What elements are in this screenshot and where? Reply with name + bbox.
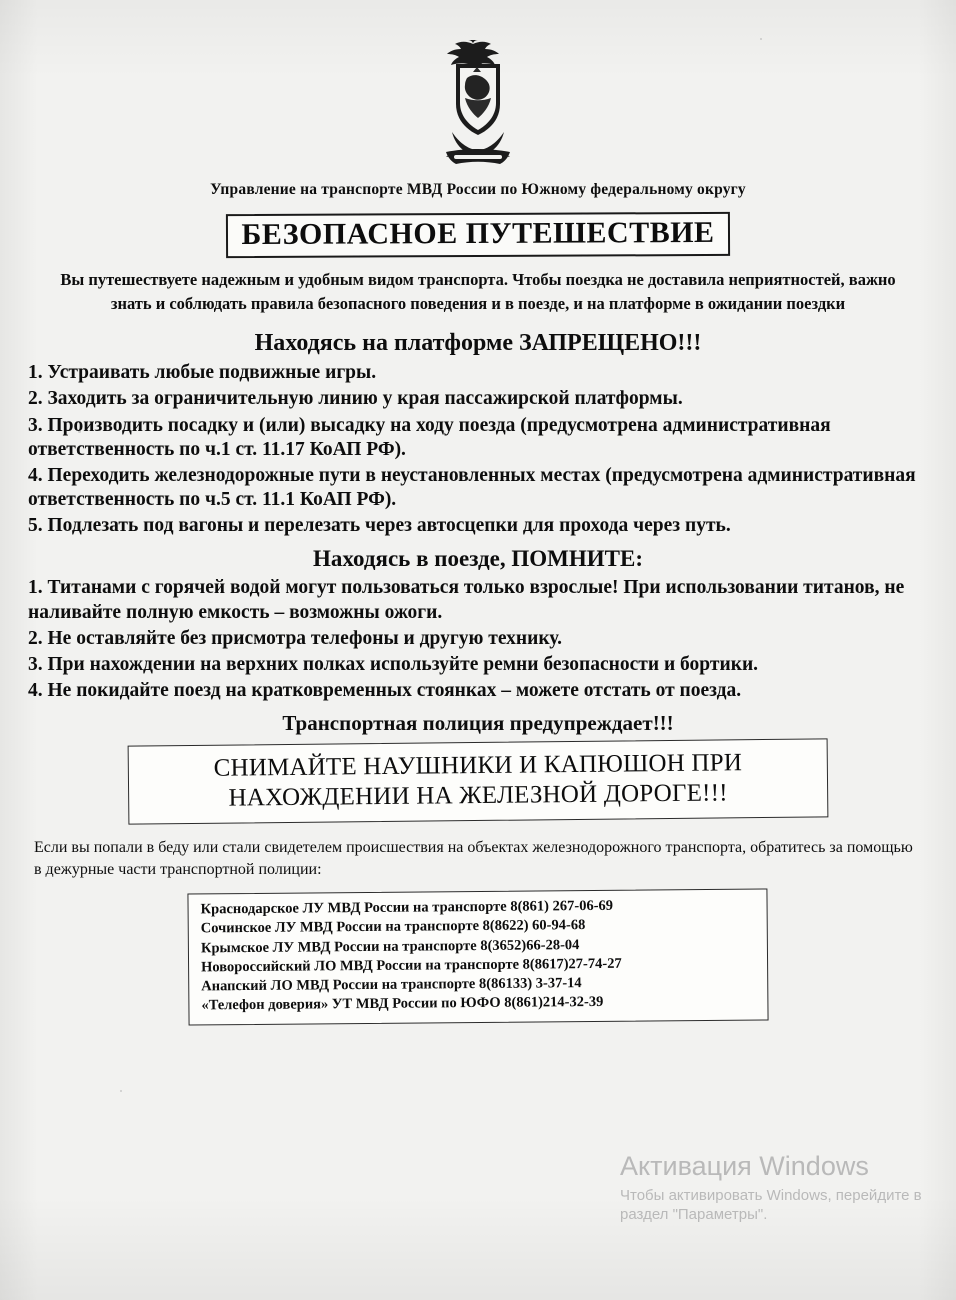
list-item: 5. Подлезать под вагоны и перелезать через автосцепки для прохода через путь. — [28, 515, 731, 537]
list-item: Новороссийский ЛО МВД России на транспорте 8(8617)27-74-27 — [201, 955, 622, 975]
organization-name: Управление на транспорте МВД России по Южному федеральному округу — [210, 181, 746, 198]
list-item: 1. Устраивать любые подвижные игры. — [28, 362, 377, 384]
platform-rules-list — [28, 361, 928, 538]
police-warning: Транспортная полиция предупреждает!!! — [282, 711, 674, 736]
list-item: 2. Не оставляйте без присмотра телефоны и другую технику. — [28, 627, 562, 649]
list-item: 4. Не покидайте поезд на кратковременных стоянках – можете отстать от поезда. — [28, 680, 742, 702]
shout-line-1: СНИМАЙТЕ НАУШНИКИ И КАПЮШОН ПРИ — [213, 749, 743, 783]
list-item: Сочинское ЛУ МВД России на транспорте 8(8622) 60-94-68 — [200, 916, 586, 937]
watermark-title: Активация Windows — [620, 1151, 869, 1181]
shout-line-2: НАХОЖДЕНИИ НА ЖЕЛЕЗНОЙ ДОРОГЕ!!! — [228, 779, 728, 812]
footnote-text: Если вы попали в беду или стали свидетелем происшествия на объектах железнодорожного транспорта, обратитесь за помощью в дежурные части транспортной полиции: — [34, 839, 913, 878]
shout-box — [128, 739, 829, 825]
list-item: Крымское ЛУ МВД России на транспорте 8(3652)66-28-04 — [200, 936, 580, 956]
list-item: 2. Заходить за ограничительную линию у края пассажирской платформы. — [28, 388, 683, 410]
list-item: Анапский ЛО МВД России на транспорте 8(86133) 3-37-14 — [201, 974, 582, 995]
train-section-heading: Находясь в поезде, ПОМНИТЕ: — [313, 546, 643, 572]
page-title: БЕЗОПАСНОЕ ПУТЕШЕСТВИЕ — [241, 215, 715, 251]
train-rules-list — [28, 576, 928, 703]
watermark-subtitle: Чтобы активировать Windows, перейдите в — [620, 1186, 922, 1204]
scan-speck — [760, 38, 762, 40]
watermark-subtitle-2: раздел "Параметры". — [620, 1206, 768, 1224]
scan-speck — [120, 1090, 122, 1092]
lead-paragraph: Вы путешествуете надежным и удобным видом транспорта. Чтобы поездка не доставила неприятностей, важно знать и соблюдать правила безопасного поведения и в поезде, и на платформе в ожидании поездки — [60, 270, 896, 314]
list-item: 1. Титанами с горячей водой могут пользоваться только взрослые! При использовании титанов, не наливайте полную емкость – возможны ожоги. — [28, 577, 905, 623]
title-box — [226, 212, 730, 258]
mvd-russia-emblem — [418, 34, 538, 174]
platform-section-heading: Находясь на платформе ЗАПРЕЩЕНО!!! — [254, 330, 702, 357]
list-item: 3. Производить посадку и (или) высадку на ходу поезда (предусмотрена административная ответственность по ч.1 ст. 11.17 КоАП РФ). — [28, 414, 831, 460]
contacts-box — [187, 888, 768, 1025]
list-item: «Телефон доверия» УТ МВД России по ЮФО 8(861)214-32-39 — [201, 993, 604, 1014]
emblem-container — [28, 0, 928, 174]
list-item: Краснодарское ЛУ МВД России на транспорте 8(861) 267-06-69 — [200, 897, 614, 917]
list-item: 4. Переходить железнодорожные пути в неустановленных местах (предусмотрена административная ответственность по ч.5 ст. 11.1 КоАП РФ). — [28, 464, 916, 511]
scan-speck — [78, 430, 81, 433]
list-item: 3. При нахождении на верхних полках используйте ремни безопасности и бортики. — [28, 653, 759, 675]
